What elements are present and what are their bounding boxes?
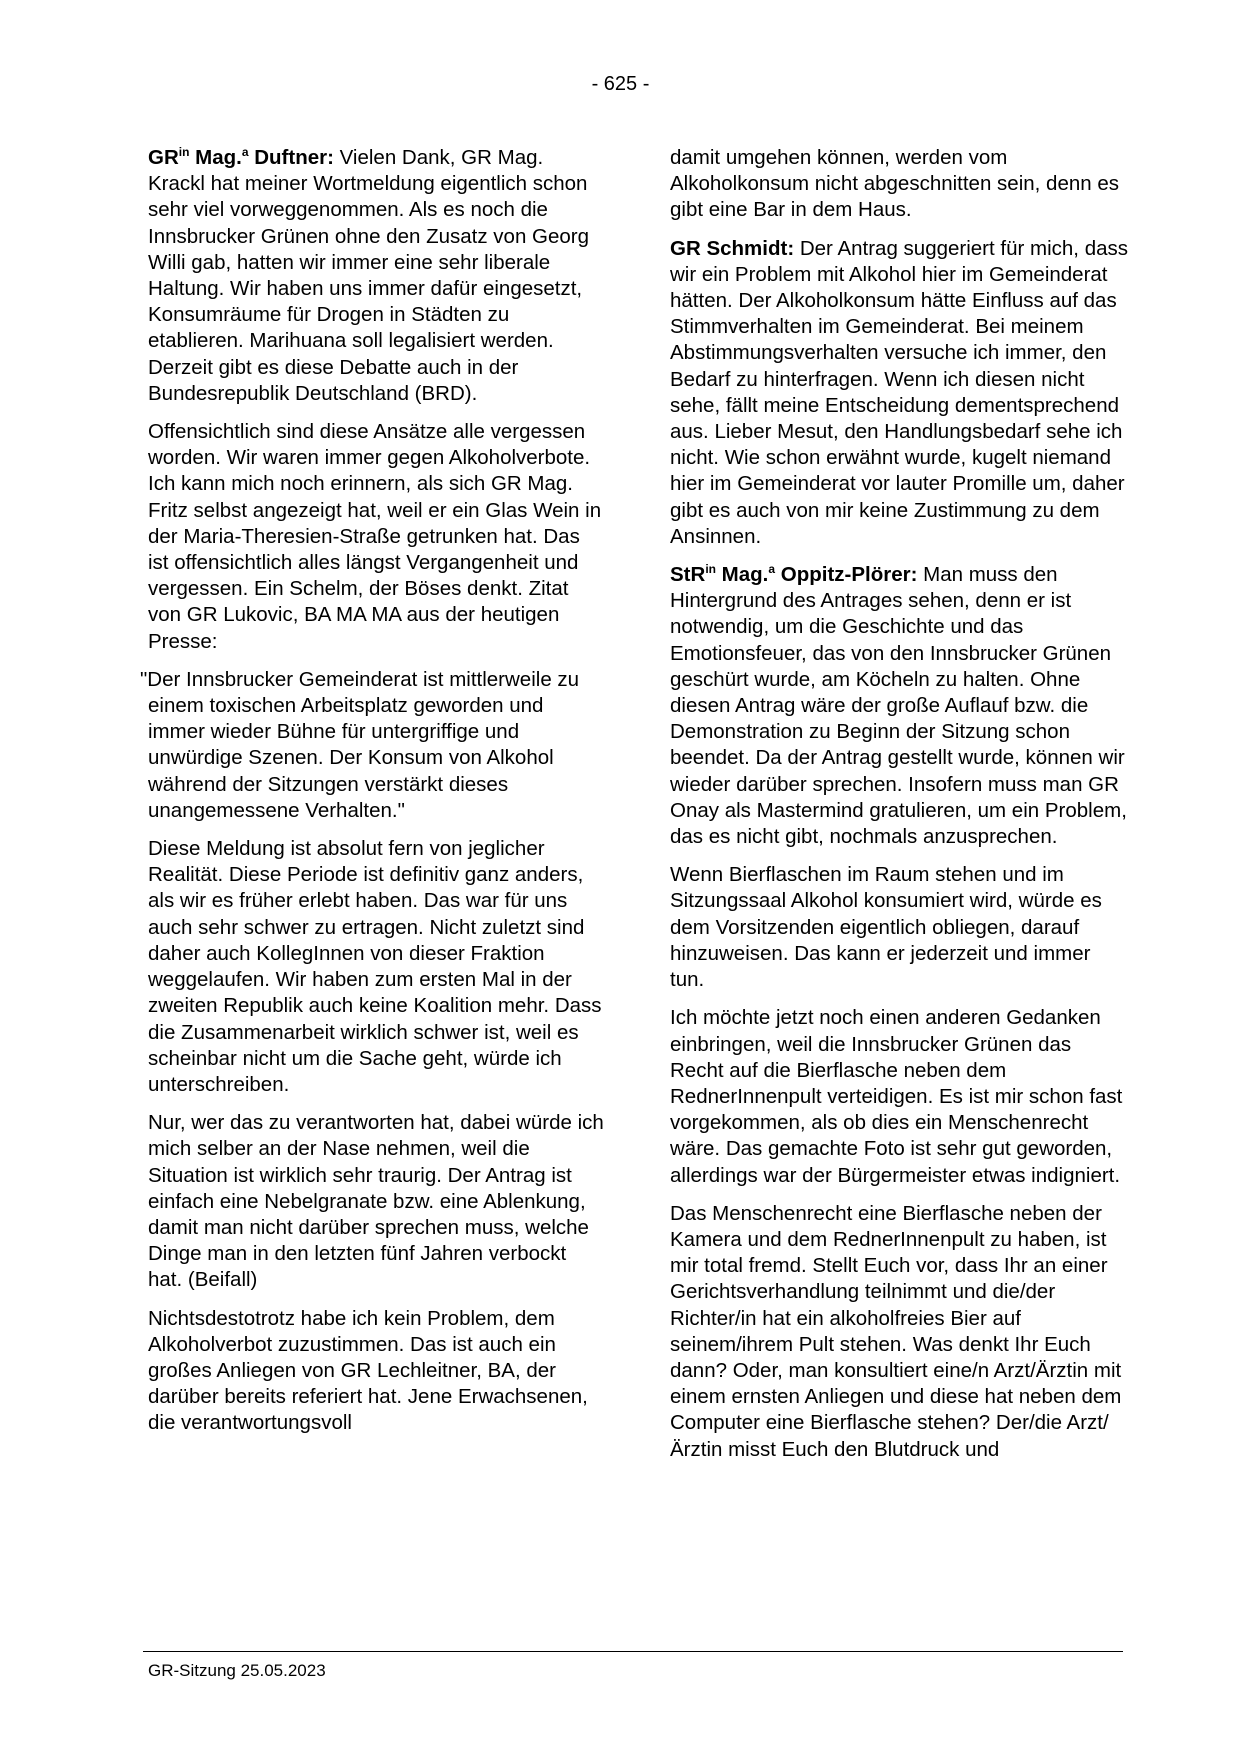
paragraph: Wenn Bierflaschen im Raum stehen und im Sitzungssaal Alkohol konsumiert wird, würde es dem Vorsitzenden eigentlich obliegen, darauf hinzuweisen. Das kann er jederzeit und immer tun. [670,863,1102,992]
paragraph: Nur, wer das zu verantworten hat, dabei würde ich mich selber an der Nase nehmen, weil die Situation ist wirklich sehr traurig. Der Antrag ist einfach eine Nebelgranate bzw. eine Ablenkung, damit man nicht darüber sprechen muss, welche Dinge man in den letzten fünf Jahren verbockt hat. (Beifall) [148,1111,604,1292]
speaker-name: StR$^{in}$ Mag.$^a$ Oppitz-Plörer: [670,562,918,587]
paragraph: Diese Meldung ist absolut fern von jeglicher Realität. Diese Periode ist definitiv ganz anders, als wir es früher erlebt haben. Das war für uns auch sehr schwer zu ertragen. Nicht zuletzt sind daher auch KollegInnen von dieser Fraktion weggelaufen. Wir haben zum ersten Mal in der zweiten Republik auch keine Koalition mehr. Dass die Zusammenarbeit wirklich schwer ist, weil es scheinbar nicht um die Sache geht, würde ich unterschreiben. [148,837,602,1096]
footer-divider [143,1651,1123,1652]
page-number: - 625 - [591,73,650,95]
footer-session-date: GR-Sitzung 25.05.2023 [148,1661,326,1680]
speaker-name: GR Schmidt: [670,236,795,260]
paragraph-schmidt: GR Schmidt: Der Antrag suggeriert für mich, dass wir ein Problem mit Alkohol hier im Gemeinderat hätten. Der Alkoholkonsum hätte Einfluss auf das Stimmverhalten im Gemeinderat. Bei meinem Abstimmungsverhalten versuche ich immer, den Bedarf zu hinterfragen. Wenn ich diesen nicht sehe, fällt meine Entscheidung dementsprechend aus. Lieber Mesut, den Handlungsbedarf sehe ich nicht. Wie schon erwähnt wurde, kugelt niemand hier im Gemeinderat vor lauter Promille um, daher gibt es auch von mir keine Zustimmung zu dem Ansinnen. [670,236,1128,548]
paragraph: Das Menschenrecht eine Bierflasche neben der Kamera und dem RednerInnenpult zu haben, ist mir total fremd. Stellt Euch vor, dass Ihr an einer Gerichtsverhandlung teilnimmt und die/der Richter/in hat ein alkoholfreies Bier auf seinem/ihrem Pult stehen. Was denkt Ihr Euch dann? Oder, man konsultiert eine/n Arzt/Ärztin mit einem ernsten Anliegen und diese hat neben dem Computer eine Bierflasche stehen? Der/die Arzt/Ärztin misst Euch den Blutdruck und [670,1201,1122,1461]
paragraph-duftner: $GR^{in}$ Mag.$^a$ Duftner: Vielen Dank, GR Mag. Krackl hat meiner Wortmeldung eigentlich schon sehr viel vorweggenommen. Als es noch die Innsbrucker Grünen ohne den Zusatz von Georg Willi gab, hatten wir immer eine sehr liberale Haltung. Wir haben uns immer dafür eingesetzt, Konsumräume für Drogen in Städten zu etablieren. Marihuana soll legalisiert werden. Derzeit gibt es diese Debatte auch in der Bundesrepublik Deutschland (BRD). [148,145,590,405]
left-column [140,145,604,1449]
paragraph: Nichtsdestotrotz habe ich kein Problem, dem Alkoholverbot zuzustimmen. Das ist auch ein großes Anliegen von GR Lechleitner, BA, der darüber bereits referiert hat. Jene Erwachsenen, die verantwortungsvoll [148,1306,588,1435]
speaker-name: $GR^{in}$ Mag.$^a$ Duftner: [148,145,334,169]
quote-paragraph: "Der Innsbrucker Gemeinderat ist mittlerweile zu einem toxischen Arbeitsplatz geworden und immer wieder Bühne für untergriffige und unwürdige Szenen. Der Konsum von Alkohol während der Sitzungen verstärkt dieses unangemessene Verhalten." [140,667,580,822]
paragraph: damit umgehen können, werden vom Alkoholkonsum nicht abgeschnitten sein, denn es gibt eine Bar in dem Haus. [670,146,1120,222]
paragraph-oppitz-ploerer: StR$^{in}$ Mag.$^a$ Oppitz-Plörer: Man muss den Hintergrund des Antrages sehen, denn er ist notwendig, um die Geschichte und das Emotionsfeuer, das von den Innsbrucker Grünen geschürt wurde, am Köcheln zu halten. Ohne diesen Antrag wäre der große Auflauf bzw. die Demonstration zu Beginn der Sitzung schon beendet. Da der Antrag gestellt wurde, können wir wieder darüber sprechen. Insofern muss man GR Onay als Mastermind gratulieren, um ein Problem, das es nicht gibt, nochmals anzusprechen. [670,562,1127,849]
right-column [670,145,1130,1475]
paragraph: Offensichtlich sind diese Ansätze alle vergessen worden. Wir waren immer gegen Alkoholverbote. Ich kann mich noch erinnern, als sich GR Mag. Fritz selbst angezeigt hat, weil er ein Glas Wein in der Maria-Theresien-Straße getrunken hat. Das ist offensichtlich alles längst Vergangenheit und vergessen. Ein Schelm, der Böses denkt. Zitat von GR Lukovic, BA MA MA aus der heutigen Presse: [148,420,602,653]
paragraph: Ich möchte jetzt noch einen anderen Gedanken einbringen, weil die Innsbrucker Grünen das Recht auf die Bierflasche neben dem RednerInnenpult verteidigen. Es ist mir schon fast vorgekommen, als ob dies ein Menschenrecht wäre. Das gemachte Foto ist sehr gut geworden, allerdings war der Bürgermeister etwas indigniert. [670,1006,1123,1187]
